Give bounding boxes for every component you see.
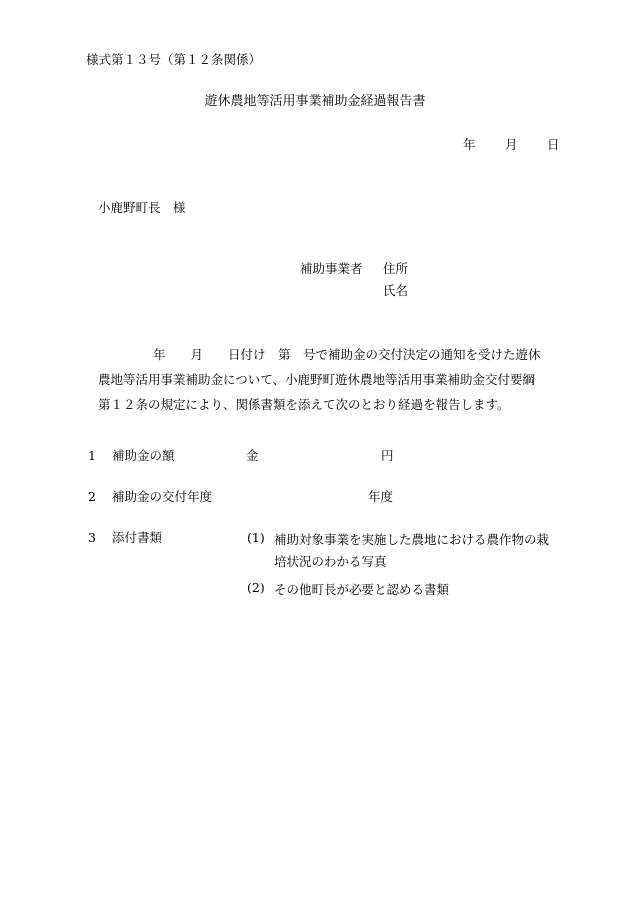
date-day: 日 — [547, 137, 560, 152]
attachment-line: 補助対象事業を実施した農地における農作物の栽 — [274, 532, 550, 547]
address-label: 住所 — [383, 261, 409, 276]
attachment-number: (1) — [247, 530, 265, 545]
amount-suffix: 円 — [381, 448, 394, 463]
item-number: 3 — [88, 530, 96, 545]
name-label: 氏名 — [383, 283, 409, 298]
date-year: 年 — [463, 137, 476, 152]
body-line: 農地等活用事業補助金について、小鹿野町遊休農地等活用事業補助金交付要綱 — [98, 372, 536, 387]
item-label-amount: 補助金の額 — [112, 448, 175, 463]
attachment-line: 培状況のわかる写真 — [274, 554, 387, 569]
date-month: 月 — [505, 137, 518, 152]
item-label-fiscal-year: 補助金の交付年度 — [112, 489, 213, 504]
date-row — [463, 136, 560, 154]
body-line: 年 月 日付け 第 号で補助金の交付決定の通知を受けた遊休 — [153, 347, 541, 362]
form-number: 様式第１３号（第１２条関係） — [86, 52, 262, 67]
amount-prefix: 金 — [246, 448, 259, 463]
body-text — [98, 342, 588, 417]
fiscal-year-suffix: 年度 — [368, 489, 394, 504]
document-title: 遊休農地等活用事業補助金経過報告書 — [204, 94, 426, 109]
item-number: 1 — [88, 448, 96, 463]
applicant-label: 補助事業者 — [300, 261, 363, 276]
attachment-text — [274, 529, 549, 573]
item-label-attachments: 添付書類 — [112, 530, 163, 545]
body-line: 第１２条の規定により、関係書類を添えて次のとおり経過を報告します。 — [98, 397, 510, 412]
addressee: 小鹿野町長 様 — [98, 200, 186, 215]
item-number: 2 — [88, 489, 96, 504]
attachment-text: その他町長が必要と認める書類 — [274, 582, 450, 597]
attachment-number: (2) — [247, 580, 265, 595]
